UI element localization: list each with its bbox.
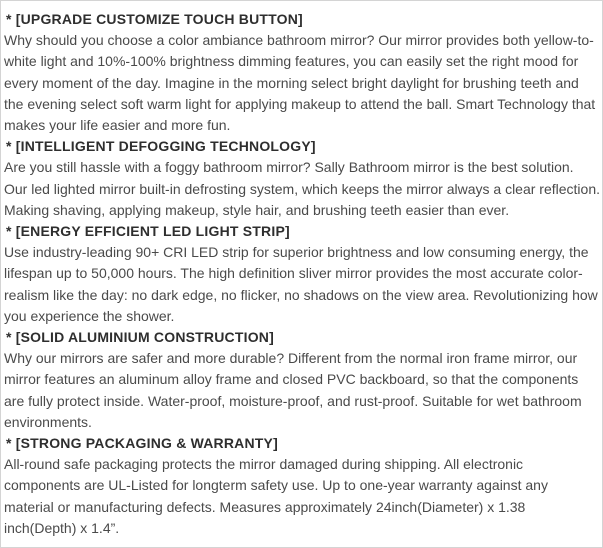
section-touch-button bbox=[4, 9, 600, 136]
section-text: Why should you choose a color ambiance bathroom mirror? Our mirror provides both yellow-to-white light and 10%-100% brightness dimming features, you can easily set the right mood for every moment of the day. Imagine in the morning select bright daylight for brushing teeth and the evening select soft warm light for applying makeup to attend the ball. Smart Technology that makes your life easier and more fun. bbox=[4, 32, 596, 134]
section-heading: * [INTELLIGENT DEFOGGING TECHNOLOGY] bbox=[6, 138, 316, 155]
section-led-strip bbox=[4, 221, 600, 327]
section-heading: * [UPGRADE CUSTOMIZE TOUCH BUTTON] bbox=[6, 11, 303, 27]
section-packaging bbox=[4, 433, 600, 539]
section-heading: * [ENERGY EFFICIENT LED LIGHT STRIP] bbox=[6, 223, 290, 240]
section-text: Use industry-leading 90+ CRI LED strip for superior brightness and low consuming energy, the lifespan up to 50,000 hours. The high definition sliver mirror provides the most accurate color-realism like the day: no dark edge, no flicker, no shadows on the view area. Revolutionizing how you experience the shower. bbox=[4, 244, 598, 324]
section-heading: * [SOLID ALUMINIUM CONSTRUCTION] bbox=[6, 329, 274, 346]
section-text: All-round safe packaging protects the mirror damaged during shipping. All electronic components are UL-Listed for longterm safety use. Up to one-year warranty against any material or manufacturing defects. Measures approximately 24inch(Diameter) x 1.38 inch(Depth) x 1.4”. bbox=[4, 456, 548, 536]
section-heading: * [STRONG PACKAGING & WARRANTY] bbox=[6, 435, 278, 452]
section-text: Why our mirrors are safer and more durable? Different from the normal iron frame mirror, our mirror features an aluminum alloy frame and closed PVC backboard, so that the components are fully protect inside. Water-proof, moisture-proof, and rust-proof. Suitable for wet bathroom environments. bbox=[4, 350, 582, 430]
section-aluminium bbox=[4, 327, 600, 433]
product-description bbox=[4, 9, 600, 539]
section-text: Are you still hassle with a foggy bathroom mirror? Sally Bathroom mirror is the best solution. Our led lighted mirror built-in defrosting system, which keeps the mirror always a clear reflection. Making shaving, applying makeup, style hair, and brushing teeth easier than ever. bbox=[4, 159, 601, 218]
section-defogging bbox=[4, 136, 600, 221]
